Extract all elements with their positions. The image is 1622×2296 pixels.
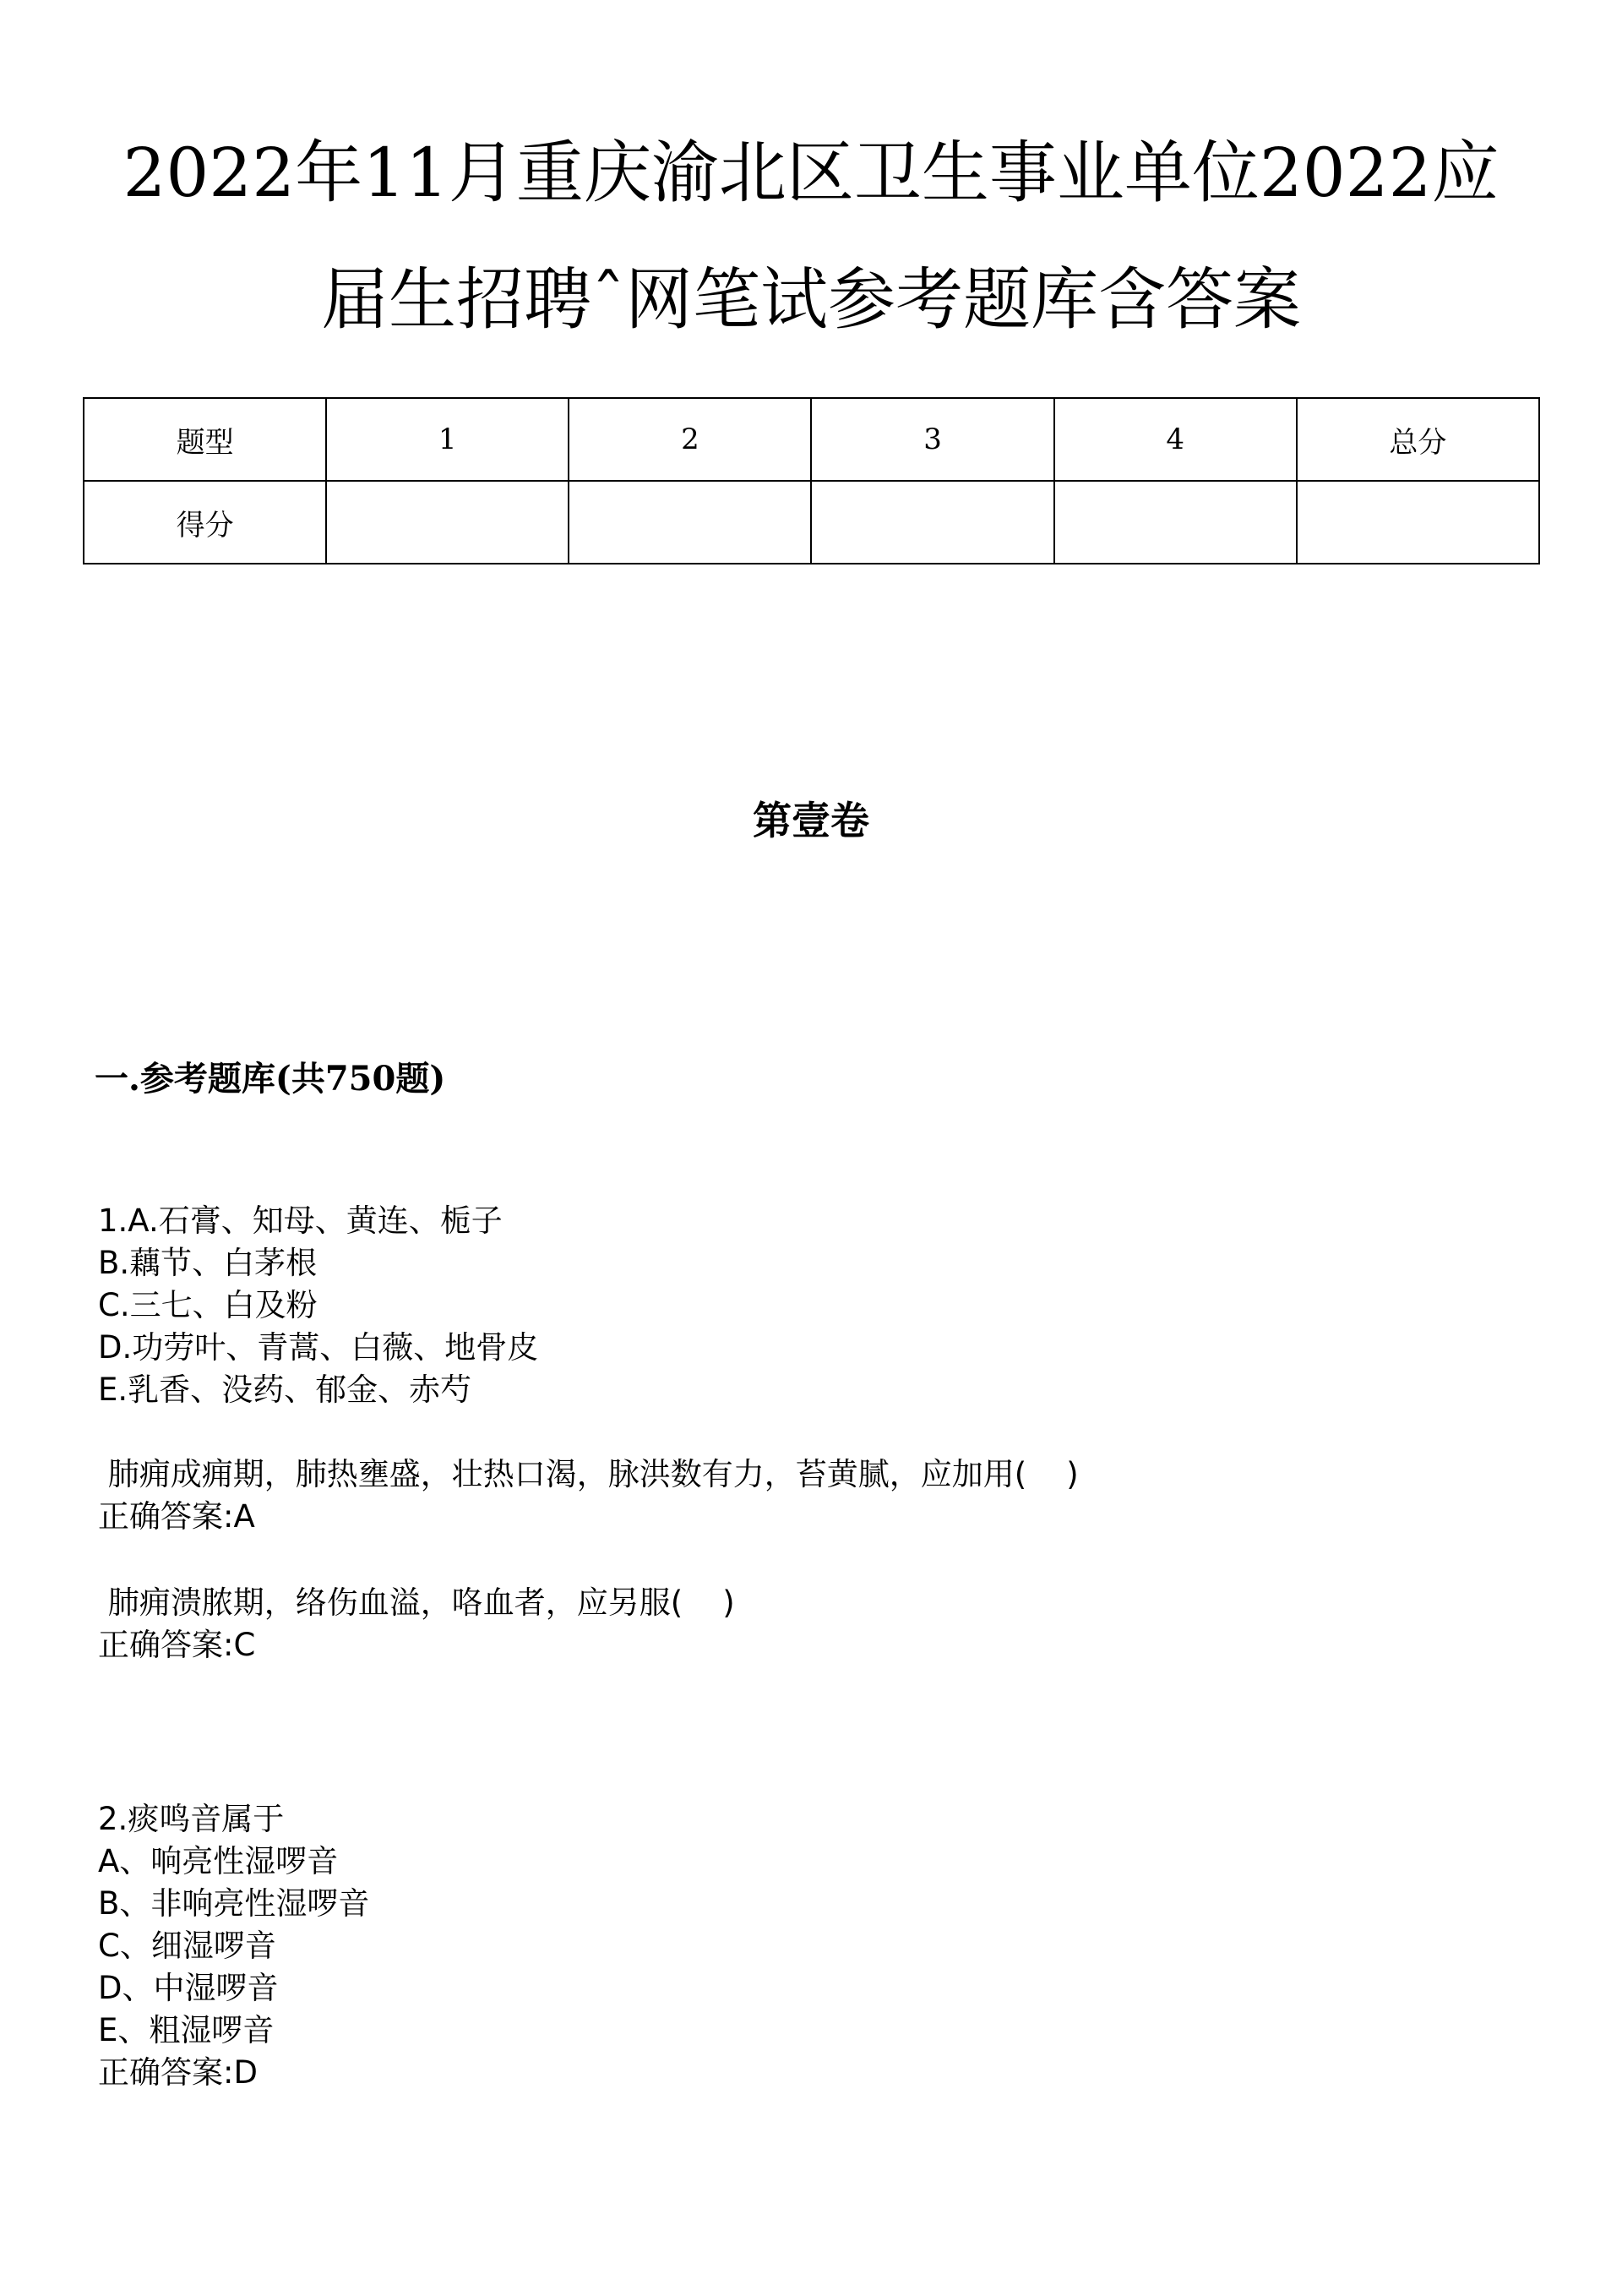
question-1-options (98, 1200, 538, 1411)
question-1-sub-2 (98, 1582, 735, 1666)
score-table-header-cell: 2 (569, 398, 811, 481)
score-cell-empty (1297, 481, 1539, 564)
part-heading: 一.参考题库(共750题) (95, 1059, 446, 1099)
correct-answer: 正确答案:A (98, 1498, 255, 1535)
document-title (76, 110, 1546, 363)
sub-question: 肺痈溃脓期，络伤血溢，咯血者，应另服( ) (98, 1584, 735, 1621)
option-line: B.藕节、白茅根 (98, 1245, 318, 1281)
correct-answer: 正确答案:C (98, 1627, 256, 1663)
score-table-header-cell: 4 (1054, 398, 1297, 481)
section-title: 第壹卷 (753, 798, 869, 843)
sub-question: 肺痈成痈期，肺热壅盛，壮热口渴，脉洪数有力，苔黄腻，应加用( ) (98, 1456, 1079, 1492)
question-stem: 2.痰鸣音属于 (98, 1801, 285, 1837)
score-row-label: 得分 (84, 481, 326, 564)
option-line: B、非响亮性湿啰音 (98, 1885, 370, 1922)
correct-answer: 正确答案:D (98, 2054, 258, 2091)
score-table-header-row (84, 398, 1539, 481)
option-line: E、粗湿啰音 (98, 2012, 275, 2048)
option-line: D.功劳叶、青蒿、白薇、地骨皮 (98, 1329, 539, 1366)
option-line: C、细湿啰音 (98, 1928, 276, 1964)
option-line: E.乳香、没药、郁金、赤芍 (98, 1372, 472, 1408)
score-table-header-cell: 3 (811, 398, 1053, 481)
score-table-header-cell: 总分 (1297, 398, 1539, 481)
score-table (83, 397, 1540, 564)
title-line-1: 2022年11月重庆渝北区卫生事业单位2022应 (122, 134, 1500, 212)
title-line-2: 届生招聘ˆ网笔试参考题库含答案 (321, 260, 1301, 339)
question-stem: 1.A.石膏、知母、黄连、栀子 (98, 1203, 503, 1239)
option-line: C.三七、白及粉 (98, 1287, 318, 1323)
question-1-sub-1 (98, 1453, 1079, 1538)
score-cell-empty (326, 481, 569, 564)
score-cell-empty (1054, 481, 1297, 564)
score-table-header-cell: 题型 (84, 398, 326, 481)
option-line: A、响亮性湿啰音 (98, 1843, 339, 1879)
question-2 (98, 1798, 369, 2094)
score-table-score-row (84, 481, 1539, 564)
option-line: D、中湿啰音 (98, 1970, 279, 2006)
score-cell-empty (569, 481, 811, 564)
score-cell-empty (811, 481, 1053, 564)
score-table-header-cell: 1 (326, 398, 569, 481)
